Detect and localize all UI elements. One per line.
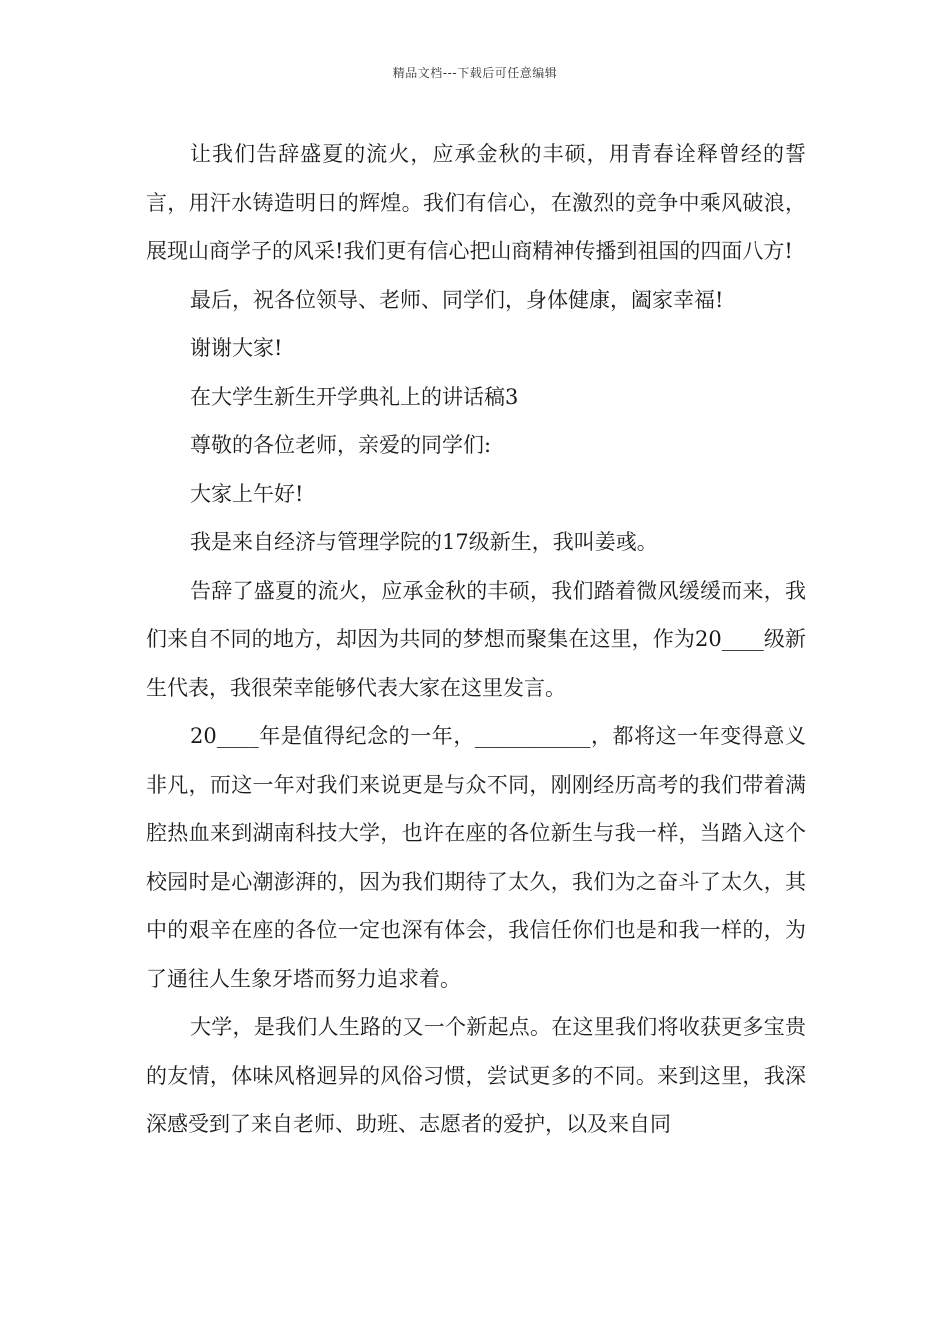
paragraph: 20____年是值得纪念的一年，___________，都将这一年变得意义非凡，而这一年对我们来说更是与众不同，刚刚经历高考的我们带着满腔热血来到湖南科技大学，也许在座的各位新生与我一样，当踏入这个校园时是心潮澎湃的，因为我们期待了太久，我们为之奋斗了太久，其中的艰辛在座的各位一定也深有体会，我信任你们也是和我一样的，为了通往人生象牙塔而努力追求着。: [146, 724, 806, 991]
paragraph: 我是来自经济与管理学院的17级新生，我叫姜彧。: [190, 530, 658, 554]
paragraph: 大学，是我们人生路的又一个新起点。在这里我们将收获更多宝贵的友情，体味风格迥异的风俗习惯，尝试更多的不同。来到这里，我深深感受到了来自老师、助班、志愿者的爱护，以及来自同: [146, 1015, 806, 1136]
paragraph: 让我们告辞盛夏的流火，应承金秋的丰硕，用青春诠释曾经的誓言，用汗水铸造明日的辉煌。我们有信心，在激烈的竞争中乘风破浪，展现山商学子的风采!我们更有信心把山商精神传播到祖国的四面八方!: [146, 142, 806, 263]
paragraph: 最后，祝各位领导、老师、同学们，身体健康，阖家幸福!: [190, 287, 724, 312]
paragraph: 谢谢大家!: [190, 336, 283, 360]
greeting: 大家上午好!: [190, 481, 304, 506]
section-title: 在大学生新生开学典礼上的讲话稿3: [190, 384, 519, 409]
page-header: 精品文档---下载后可任意编辑: [392, 66, 558, 80]
salutation: 尊敬的各位老师，亲爱的同学们:: [190, 433, 492, 457]
paragraph: 告辞了盛夏的流火，应承金秋的丰硕，我们踏着微风缓缓而来，我们来自不同的地方，却因为共同的梦想而聚集在这里，作为20____级新生代表，我很荣幸能够代表大家在这里发言。: [146, 578, 806, 700]
document-body: [146, 130, 806, 1149]
